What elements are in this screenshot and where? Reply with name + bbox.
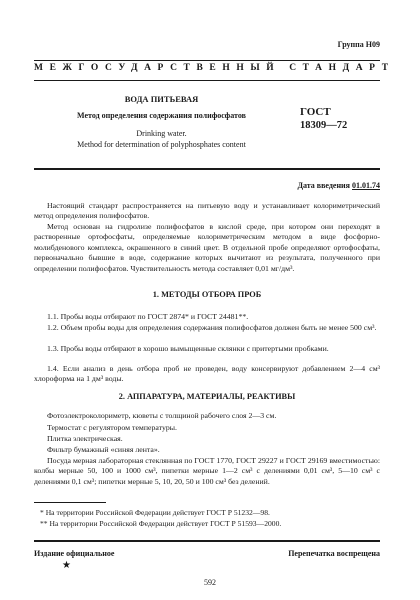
- intro-paragraph-1: Настоящий стандарт распространяется на питьевую воду и устанавливает колориметрический метод определения полифосфатов.: [34, 201, 380, 221]
- intro-paragraph-2: Метод основан на гидролизе полифосфатов в кислой среде, при котором они переходят в растворенные ортофосфаты, определяемые колориметрическим методом в виде фосфорно-молибденового комплекса, окрашенного в синий цвет. В отдельной пробе определяют ортофосфаты, первоначально бывшие в воде, содержание которых вычитают из результата, полученного при определении полифосфатов. Чувствительность метода составляет 0,01 мг/дм³.: [34, 222, 380, 273]
- group-code: Группа Н09: [337, 40, 380, 49]
- footnote-2: ** На территории Российской Федерации действует ГОСТ Р 51593—2000.: [40, 519, 282, 528]
- date-value: 01.01.74: [352, 181, 380, 190]
- document-subtitle: Метод определения содержания полифосфатов: [77, 111, 246, 120]
- title-block-rule: [34, 168, 380, 170]
- gost-number: 18309—72: [300, 120, 348, 131]
- footer-rule: [34, 540, 380, 542]
- english-title-line1: Drinking water.: [136, 129, 187, 138]
- gost-label: ГОСТ: [300, 106, 331, 118]
- footnote-separator: [34, 502, 106, 503]
- header-rule: [34, 80, 380, 81]
- section-1-item-4: 1.4. Если анализ в день отбора проб не проведен, воду консервируют добавлением 2—4 см³ хлороформа на 1 дм³ воды.: [34, 364, 380, 384]
- section-2-item-1: Фотоэлектроколориметр, кюветы с толщиной рабочего слоя 2—3 см.: [47, 411, 277, 420]
- english-title-line2: Method for determination of polyphosphates content: [77, 140, 246, 149]
- section-2-item-4: Фильтр бумажный «синяя лента».: [47, 445, 160, 454]
- star-icon: ★: [62, 560, 71, 571]
- top-rule: [34, 60, 380, 61]
- section-2-heading: 2. АППАРАТУРА, МАТЕРИАЛЫ, РЕАКТИВЫ: [118, 392, 296, 401]
- section-1-item-2: 1.2. Объем пробы воды для определения содержания полифосфатов должен быть не менее 500 см³.: [47, 323, 377, 332]
- section-1-item-3: 1.3. Пробы воды отбирают в хорошо вымыщенные склянки с притертыми пробками.: [47, 344, 329, 353]
- official-edition-label: Издание официальное: [34, 549, 115, 558]
- standard-header: МЕЖГОСУДАРСТВЕННЫЙ СТАНДАРТ: [34, 63, 395, 73]
- page-number: 592: [204, 578, 216, 587]
- document-title: ВОДА ПИТЬЕВАЯ: [124, 94, 199, 104]
- section-2-item-2: Термостат с регулятором температуры.: [47, 423, 177, 432]
- section-2-item-3: Плитка электрическая.: [47, 434, 123, 443]
- footnote-1: * На территории Российской Федерации действует ГОСТ Р 51232—98.: [40, 508, 270, 517]
- effective-date: [297, 181, 380, 190]
- section-1-heading: 1. МЕТОДЫ ОТБОРА ПРОБ: [152, 290, 262, 299]
- date-label: Дата введения: [297, 181, 350, 190]
- section-2-item-5: Посуда мерная лабораторная стеклянная по ГОСТ 1770, ГОСТ 29227 и ГОСТ 29169 вместимостью: колбы мерные 50, 100 и 1000 см³, пипетки мерные 1—2 см³ с делениями 0,01 см³, 5—10 см³ с делениями 0,1 см³; пипетки мерные 5, 10, 20, 50 и 100 см³ без делений.: [34, 456, 380, 486]
- reprint-prohibited-label: Перепечатка воспрещена: [288, 549, 380, 558]
- section-1-item-1: 1.1. Пробы воды отбирают по ГОСТ 2874* и ГОСТ 24481**.: [47, 312, 249, 321]
